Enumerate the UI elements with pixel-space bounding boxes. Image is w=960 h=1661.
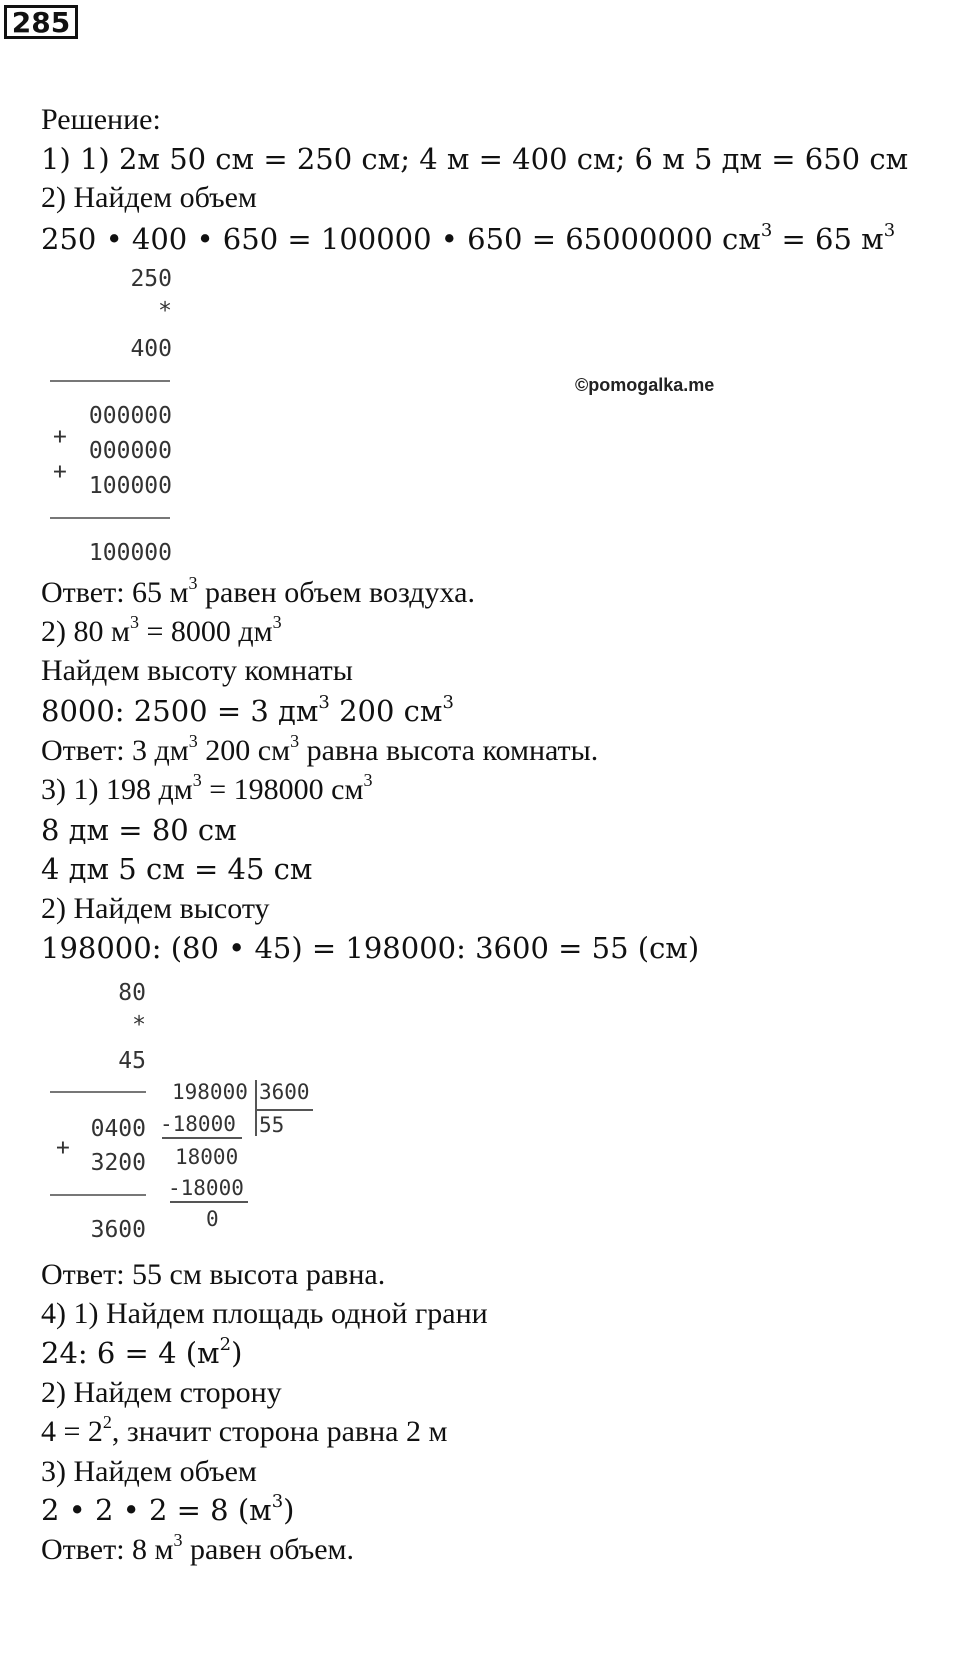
find-height-heading: Найдем высоту комнаты — [41, 654, 353, 687]
step-1-conversions: 1) 1) 2м 50 см = 250 см; 4 м = 400 см; 6 м 5 дм = 650 см — [41, 142, 909, 176]
calc1-partial-1: 000000 — [88, 403, 172, 429]
division-rule-2 — [170, 1201, 248, 1203]
step-2-conversion: 2) 80 $м^3 = 8000$ $дм^3$ — [41, 612, 282, 648]
division-divisor-rule — [257, 1109, 313, 1111]
find-height-heading-2: 2) Найдем высоту — [41, 892, 270, 925]
division-remainder-1: 18000 — [175, 1145, 239, 1169]
step-3-conversion: 3) 1) 198 $дм^3 = 198000$ $см^3$ — [41, 770, 373, 806]
cube-volume: 2 • 2 • 2 = 8 $(м^3)$ — [41, 1491, 295, 1527]
calc1-partial-2: 000000 — [88, 438, 172, 464]
division-subtract-2: -18000 — [168, 1176, 244, 1200]
calc1-plus-2: + — [53, 459, 67, 485]
answer-1: Ответ: 65 $м^3$ равен объем воздуха. — [41, 573, 475, 609]
height-division: 8000: 2500 = 3 $дм^3$ 200 $см^3$ — [41, 692, 454, 728]
calc1-factor-b: 400 — [130, 336, 172, 362]
calc2-rule-1 — [50, 1091, 146, 1093]
solution-heading: Решение: — [41, 103, 161, 136]
calc1-result: 100000 — [88, 540, 172, 566]
division-vertical-line — [255, 1080, 257, 1136]
watermark: ©pomogalka.me — [575, 375, 715, 395]
calc2-factor-a: 80 — [118, 980, 146, 1006]
find-side-heading: 2) Найдем сторону — [41, 1376, 282, 1409]
calc2-operator: * — [132, 1012, 146, 1038]
volume-formula: 250 • 400 • 650 = 100000 • 650 = 65000000 $см^3 = 65$ $м^3$ — [41, 220, 896, 256]
calc2-result: 3600 — [90, 1217, 146, 1243]
calc2-partial-1: 0400 — [90, 1116, 146, 1142]
height-formula: 198000: (80 • 45) = 198000: 3600 = 55 (см) — [41, 931, 700, 965]
calc1-rule-2 — [50, 517, 170, 519]
side-result: $4 = 2^2$, значит сторона равна 2 м — [41, 1412, 448, 1448]
calc2-factor-b: 45 — [118, 1048, 146, 1074]
answer-4: Ответ: 8 $м^3$ равен объем. — [41, 1530, 355, 1566]
calc1-partial-3: 100000 — [88, 473, 172, 499]
length-conversion: 8 дм = 80 см — [41, 813, 237, 847]
division-remainder-2: 0 — [206, 1207, 219, 1231]
calc2-rule-2 — [50, 1194, 146, 1196]
calc1-operator: * — [158, 298, 172, 324]
division-subtract-1: -18000 — [160, 1112, 236, 1136]
calc1-rule-1 — [50, 380, 170, 382]
step-4-heading: 4) 1) Найдем площадь одной грани — [41, 1297, 488, 1330]
calc2-plus: + — [56, 1135, 70, 1161]
division-dividend: 198000 — [172, 1080, 248, 1104]
division-divisor: 3600 — [259, 1080, 310, 1104]
answer-2: Ответ: 3 $дм^3$ 200 $см^3$ равна высота комнаты. — [41, 731, 599, 767]
step-2-heading: 2) Найдем объем — [41, 181, 257, 214]
face-area: 24: 6 = 4 $(м^2)$ — [41, 1334, 243, 1370]
calc2-partial-2: 3200 — [90, 1150, 146, 1176]
division-quotient: 55 — [259, 1113, 285, 1137]
calc1-factor-a: 250 — [130, 266, 172, 292]
problem-number: 285 — [4, 5, 78, 39]
answer-3: Ответ: 55 см высота равна. — [41, 1258, 386, 1291]
find-volume-heading: 3) Найдем объем — [41, 1455, 257, 1488]
calc1-plus-1: + — [53, 424, 67, 450]
width-conversion: 4 дм 5 см = 45 см — [41, 852, 313, 886]
division-rule-1 — [162, 1137, 242, 1139]
